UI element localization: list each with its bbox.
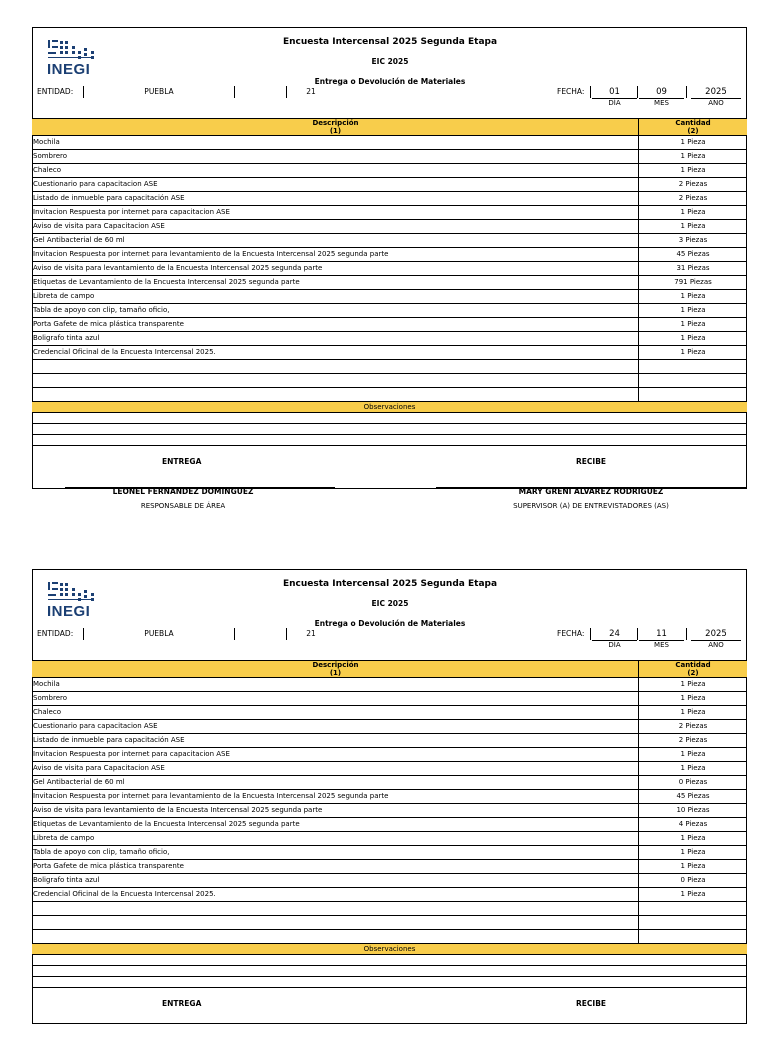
item-description: Gel Antibacterial de 60 ml [33, 236, 125, 244]
fecha-label: FECHA: [557, 629, 585, 638]
materials-table [32, 118, 747, 446]
item-quantity: 1 Pieza [638, 762, 747, 775]
item-description: Mochila [33, 680, 60, 688]
form-title: Encuesta Intercensal 2025 Segunda Etapa [282, 579, 498, 589]
divider [590, 628, 591, 640]
item-description: Etiquetas de Levantamiento de la Encuesta Intercensal 2025 segunda parte [33, 820, 300, 828]
divider [234, 86, 235, 98]
item-description: Mochila [33, 138, 60, 146]
item-description: Aviso de visita para Capacitacion ASE [33, 764, 165, 772]
table-row [32, 832, 747, 846]
divider [637, 86, 638, 98]
item-quantity: 45 Piezas [638, 248, 747, 261]
empty-row [32, 388, 747, 402]
empty-row [32, 930, 747, 944]
delivery-form-2 [32, 569, 748, 1049]
divider [590, 86, 591, 98]
form-title: Encuesta Intercensal 2025 Segunda Etapa [282, 37, 498, 47]
item-quantity: 45 Piezas [638, 790, 747, 803]
col-desc-title: Descripción [312, 119, 359, 127]
item-description: Credencial Oficinal de la Encuesta Intercensal 2025. [33, 348, 216, 356]
col-desc-header [32, 119, 638, 135]
item-description: Libreta de campo [33, 292, 95, 300]
date-day-label: DÍA [592, 98, 637, 107]
item-quantity: 2 Piezas [638, 734, 747, 747]
table-row [32, 164, 747, 178]
observations-line [32, 955, 747, 966]
date-day-label: DÍA [592, 640, 637, 649]
item-quantity: 1 Pieza [638, 748, 747, 761]
item-description: Chaleco [33, 708, 61, 716]
observations-header: Observaciones [32, 944, 747, 955]
item-description: Libreta de campo [33, 834, 95, 842]
item-quantity: 791 Piezas [638, 276, 747, 289]
table-row [32, 790, 747, 804]
col-qty-num: (2) [687, 669, 699, 677]
date-year: 2025 [705, 629, 727, 639]
table-row [32, 150, 747, 164]
item-quantity: 3 Piezas [638, 234, 747, 247]
date-field [590, 628, 730, 649]
empty-row [32, 374, 747, 388]
entidad-label: ENTIDAD: [37, 629, 74, 638]
date-year: 2025 [705, 87, 727, 97]
form-code: EIC 2025 [371, 57, 409, 66]
item-quantity: 0 Pieza [638, 874, 747, 887]
logo-text: INEGI [47, 603, 91, 620]
table-row [32, 318, 747, 332]
table-row [32, 262, 747, 276]
item-quantity: 1 Pieza [638, 832, 747, 845]
item-quantity: 1 Pieza [638, 136, 747, 149]
item-quantity: 1 Pieza [638, 678, 747, 691]
col-qty-title: Cantidad [675, 661, 711, 669]
table-row [32, 860, 747, 874]
form-code: EIC 2025 [371, 599, 409, 608]
table-body [32, 136, 747, 360]
item-description: Aviso de visita para levantamiento de la Encuesta Intercensal 2025 segunda parte [33, 264, 323, 272]
entrega-name: LEONEL FERNANDEZ DOMINGUEZ [112, 487, 254, 496]
item-quantity: 1 Pieza [638, 706, 747, 719]
table-row [32, 818, 747, 832]
date-field [590, 86, 730, 107]
table-row [32, 304, 747, 318]
item-description: Gel Antibacterial de 60 ml [33, 778, 125, 786]
table-row [32, 748, 747, 762]
col-qty-num: (2) [687, 127, 699, 135]
fecha-label: FECHA: [557, 87, 585, 96]
observations-line [32, 435, 747, 446]
empty-row [32, 902, 747, 916]
table-row [32, 220, 747, 234]
item-description: Boligrafo tinta azul [33, 334, 100, 342]
entidad-code: 21 [306, 629, 316, 638]
item-description: Listado de inmueble para capacitación ASE [33, 736, 185, 744]
observations-line [32, 413, 747, 424]
recibe-name: MARY GRENI ALVAREZ RODRIGUEZ [518, 487, 664, 496]
entidad-name: PUEBLA [144, 87, 174, 96]
divider [686, 628, 687, 640]
item-quantity: 1 Pieza [638, 346, 747, 359]
col-qty-header [638, 119, 747, 135]
item-quantity: 1 Pieza [638, 220, 747, 233]
date-day: 24 [609, 629, 620, 639]
entrega-role: RESPONSABLE DE ÁREA [140, 502, 226, 510]
form-subtitle: Entrega o Devolución de Materiales [314, 77, 466, 86]
item-description: Porta Gafete de mica plástica transparente [33, 862, 184, 870]
col-desc-num: (1) [329, 669, 342, 677]
entrega-label: ENTREGA [162, 457, 202, 466]
divider [234, 628, 235, 640]
item-quantity: 2 Piezas [638, 178, 747, 191]
table-header [32, 118, 747, 136]
item-description: Sombrero [33, 694, 68, 702]
item-quantity: 1 Pieza [638, 692, 747, 705]
table-header [32, 660, 747, 678]
item-quantity: 1 Pieza [638, 290, 747, 303]
col-desc-title: Descripción [312, 661, 359, 669]
entrega-label: ENTREGA [162, 999, 202, 1008]
entidad-code: 21 [306, 87, 316, 96]
table-row [32, 678, 747, 692]
table-row [32, 332, 747, 346]
col-qty-header [638, 661, 747, 677]
item-description: Invitacion Respuesta por internet para capacitacion ASE [33, 750, 230, 758]
date-month: 11 [656, 629, 667, 639]
divider [686, 86, 687, 98]
divider [637, 628, 638, 640]
table-row [32, 290, 747, 304]
item-quantity: 2 Piezas [638, 720, 747, 733]
entidad-field [83, 628, 316, 640]
item-description: Invitacion Respuesta por internet para levantamiento de la Encuesta Intercensal 2025 segunda parte [33, 792, 389, 800]
item-description: Tabla de apoyo con clip, tamaño oficio, [33, 848, 170, 856]
table-body [32, 678, 747, 902]
date-year-label: AÑO [691, 640, 741, 649]
table-row [32, 234, 747, 248]
observations-header: Observaciones [32, 402, 747, 413]
table-row [32, 692, 747, 706]
item-description: Cuestionario para capacitacion ASE [33, 180, 158, 188]
item-description: Tabla de apoyo con clip, tamaño oficio, [33, 306, 170, 314]
item-description: Boligrafo tinta azul [33, 876, 100, 884]
delivery-form-1 [32, 27, 748, 515]
item-description: Etiquetas de Levantamiento de la Encuesta Intercensal 2025 segunda parte [33, 278, 300, 286]
recibe-label: RECIBE [576, 457, 607, 466]
table-row [32, 846, 747, 860]
form-subtitle: Entrega o Devolución de Materiales [314, 619, 466, 628]
item-description: Listado de inmueble para capacitación ASE [33, 194, 185, 202]
item-description: Aviso de visita para levantamiento de la Encuesta Intercensal 2025 segunda parte [33, 806, 323, 814]
entidad-field [83, 86, 316, 98]
date-month-label: MES [639, 98, 684, 107]
recibe-label: RECIBE [576, 999, 607, 1008]
item-quantity: 1 Pieza [638, 318, 747, 331]
materials-table [32, 660, 747, 988]
item-quantity: 2 Piezas [638, 192, 747, 205]
table-row [32, 720, 747, 734]
item-quantity: 0 Piezas [638, 776, 747, 789]
item-quantity: 1 Pieza [638, 888, 747, 901]
item-description: Chaleco [33, 166, 61, 174]
observations-line [32, 977, 747, 988]
table-row [32, 206, 747, 220]
item-description: Invitacion Respuesta por internet para levantamiento de la Encuesta Intercensal 2025 segunda parte [33, 250, 389, 258]
item-description: Aviso de visita para Capacitacion ASE [33, 222, 165, 230]
table-row [32, 346, 747, 360]
item-description: Invitacion Respuesta por internet para capacitacion ASE [33, 208, 230, 216]
item-quantity: 1 Pieza [638, 846, 747, 859]
observations-line [32, 424, 747, 435]
item-quantity: 4 Piezas [638, 818, 747, 831]
col-desc-header [32, 661, 638, 677]
empty-row [32, 360, 747, 374]
table-row [32, 874, 747, 888]
table-row [32, 136, 747, 150]
table-row [32, 888, 747, 902]
empty-row [32, 916, 747, 930]
table-row [32, 804, 747, 818]
item-description: Credencial Oficinal de la Encuesta Intercensal 2025. [33, 890, 216, 898]
entidad-name: PUEBLA [144, 629, 174, 638]
item-quantity: 10 Piezas [638, 804, 747, 817]
table-row [32, 734, 747, 748]
recibe-role: SUPERVISOR (A) DE ENTREVISTADORES (AS) [513, 502, 669, 510]
item-quantity: 1 Pieza [638, 164, 747, 177]
date-month: 09 [656, 87, 667, 97]
table-row [32, 178, 747, 192]
logo-text: INEGI [47, 61, 91, 78]
table-row [32, 762, 747, 776]
table-row [32, 248, 747, 262]
table-row [32, 776, 747, 790]
table-row [32, 276, 747, 290]
item-description: Porta Gafete de mica plástica transparente [33, 320, 184, 328]
item-description: Sombrero [33, 152, 68, 160]
observations-line [32, 966, 747, 977]
item-quantity: 1 Pieza [638, 332, 747, 345]
item-quantity: 1 Pieza [638, 304, 747, 317]
item-quantity: 31 Piezas [638, 262, 747, 275]
item-quantity: 1 Pieza [638, 150, 747, 163]
item-quantity: 1 Pieza [638, 860, 747, 873]
date-year-label: AÑO [691, 98, 741, 107]
item-description: Cuestionario para capacitacion ASE [33, 722, 158, 730]
item-quantity: 1 Pieza [638, 206, 747, 219]
col-desc-num: (1) [329, 127, 342, 135]
entidad-label: ENTIDAD: [37, 87, 74, 96]
table-row [32, 706, 747, 720]
col-qty-title: Cantidad [675, 119, 711, 127]
date-day: 01 [609, 87, 620, 97]
table-row [32, 192, 747, 206]
date-month-label: MES [639, 640, 684, 649]
